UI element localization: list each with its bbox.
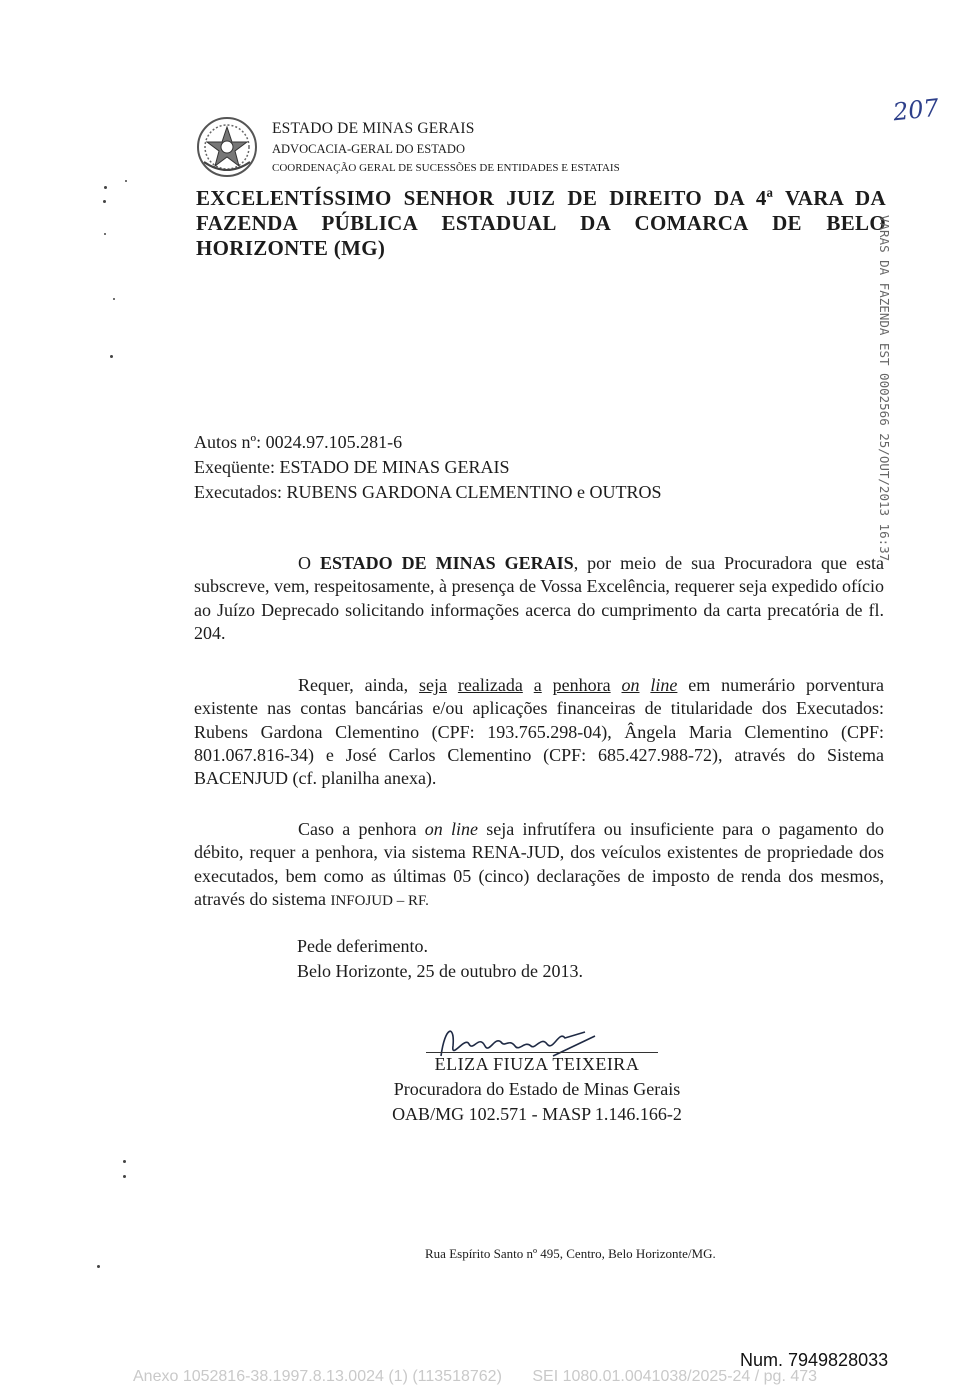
closing bbox=[297, 934, 583, 984]
closing-place-date: Belo Horizonte, 25 de outubro de 2013. bbox=[297, 961, 583, 981]
sei-annex-ref: Anexo 1052816-38.1997.8.13.0024 (1) (113518762) bbox=[133, 1368, 502, 1385]
scan-speck bbox=[97, 1265, 100, 1268]
protocol-stamp bbox=[868, 215, 898, 560]
header-agency: ADVOCACIA-GERAL DO ESTADO bbox=[272, 142, 465, 156]
state-crest-logo bbox=[196, 116, 258, 178]
closing-request: Pede deferimento. bbox=[297, 936, 428, 956]
document-number: Num. 7949828033 bbox=[740, 1350, 889, 1370]
signer-registration: OAB/MG 102.571 - MASP 1.146.166-2 bbox=[392, 1104, 682, 1124]
scan-speck bbox=[103, 200, 106, 203]
protocol-stamp-text: VARAS DA FAZENDA EST 0002566 25/OUT/2013 16:37 bbox=[877, 215, 892, 562]
addressee-title: EXCELENTÍSSIMO SENHOR JUIZ DE DIREITO DA 4ª VARA DA FAZENDA PÚBLICA ESTADUAL DA COMARCA DE BELO HORIZONTE (MG) bbox=[196, 186, 886, 260]
handwritten-page-number: 207 bbox=[891, 93, 941, 127]
scan-speck bbox=[104, 186, 107, 189]
footer-address: Rua Espírito Santo nº 495, Centro, Belo Horizonte/MG. bbox=[425, 1246, 716, 1261]
scan-speck bbox=[125, 180, 127, 182]
scan-speck bbox=[104, 233, 106, 235]
signer-name: ELIZA FIUZA TEIXEIRA bbox=[434, 1054, 640, 1074]
case-info bbox=[194, 430, 661, 505]
header-department: COORDENAÇÃO GERAL DE SUCESSÕES DE ENTIDADES E ESTATAIS bbox=[272, 162, 620, 174]
signer-role: Procuradora do Estado de Minas Gerais bbox=[393, 1079, 681, 1099]
header-state: ESTADO DE MINAS GERAIS bbox=[272, 120, 475, 137]
case-exequente: Exeqüente: ESTADO DE MINAS GERAIS bbox=[194, 457, 510, 477]
scan-speck bbox=[113, 298, 115, 300]
paragraph-request-oficio: O ESTADO DE MINAS GERAIS, por meio de sua Procuradora que esta subscreve, vem, respeitosamente, à presença de Vossa Excelência, requerer seja expedido ofício ao Juízo Deprecado solicitando informações acerca do cumprimento da carta precatória de fl. 204. bbox=[194, 553, 885, 643]
case-number: Autos nº: 0024.97.105.281-6 bbox=[194, 432, 403, 452]
scan-speck bbox=[123, 1175, 126, 1178]
paragraph-request-penhora: Requer, ainda, seja realizada a penhora on line em numerário porventura existente nas contas bancárias e/ou aplicações financeiras de titularidade dos Executados: Rubens Gardona Clementino (CPF: 193.765.298-04), Ângela Maria Clementino (CPF: 801.067.816-34) e José Carlos Clementino (CPF: 685.427.988-72), através do Sistema BACENJUD (cf. planilha anexa). bbox=[194, 675, 884, 789]
scan-speck bbox=[110, 355, 113, 358]
sei-process-ref: SEI 1080.01.0041038/2025-24 / pg. 473 bbox=[532, 1368, 818, 1385]
paragraph-request-renajud: Caso a penhora on line seja infrutífera ou insuficiente para o pagamento do débito, requer a penhora, via sistema RENA-JUD, dos veículos existentes de propriedade dos executados, bem como as últimas 05 (cinco) declarações de imposto de renda dos mesmos, através do sistema INFOJUD – RF. bbox=[194, 819, 885, 909]
signer-block bbox=[372, 1052, 702, 1127]
scan-speck bbox=[123, 1160, 126, 1163]
case-executados: Executados: RUBENS GARDONA CLEMENTINO e OUTROS bbox=[194, 482, 662, 502]
sei-watermark bbox=[133, 1368, 853, 1386]
